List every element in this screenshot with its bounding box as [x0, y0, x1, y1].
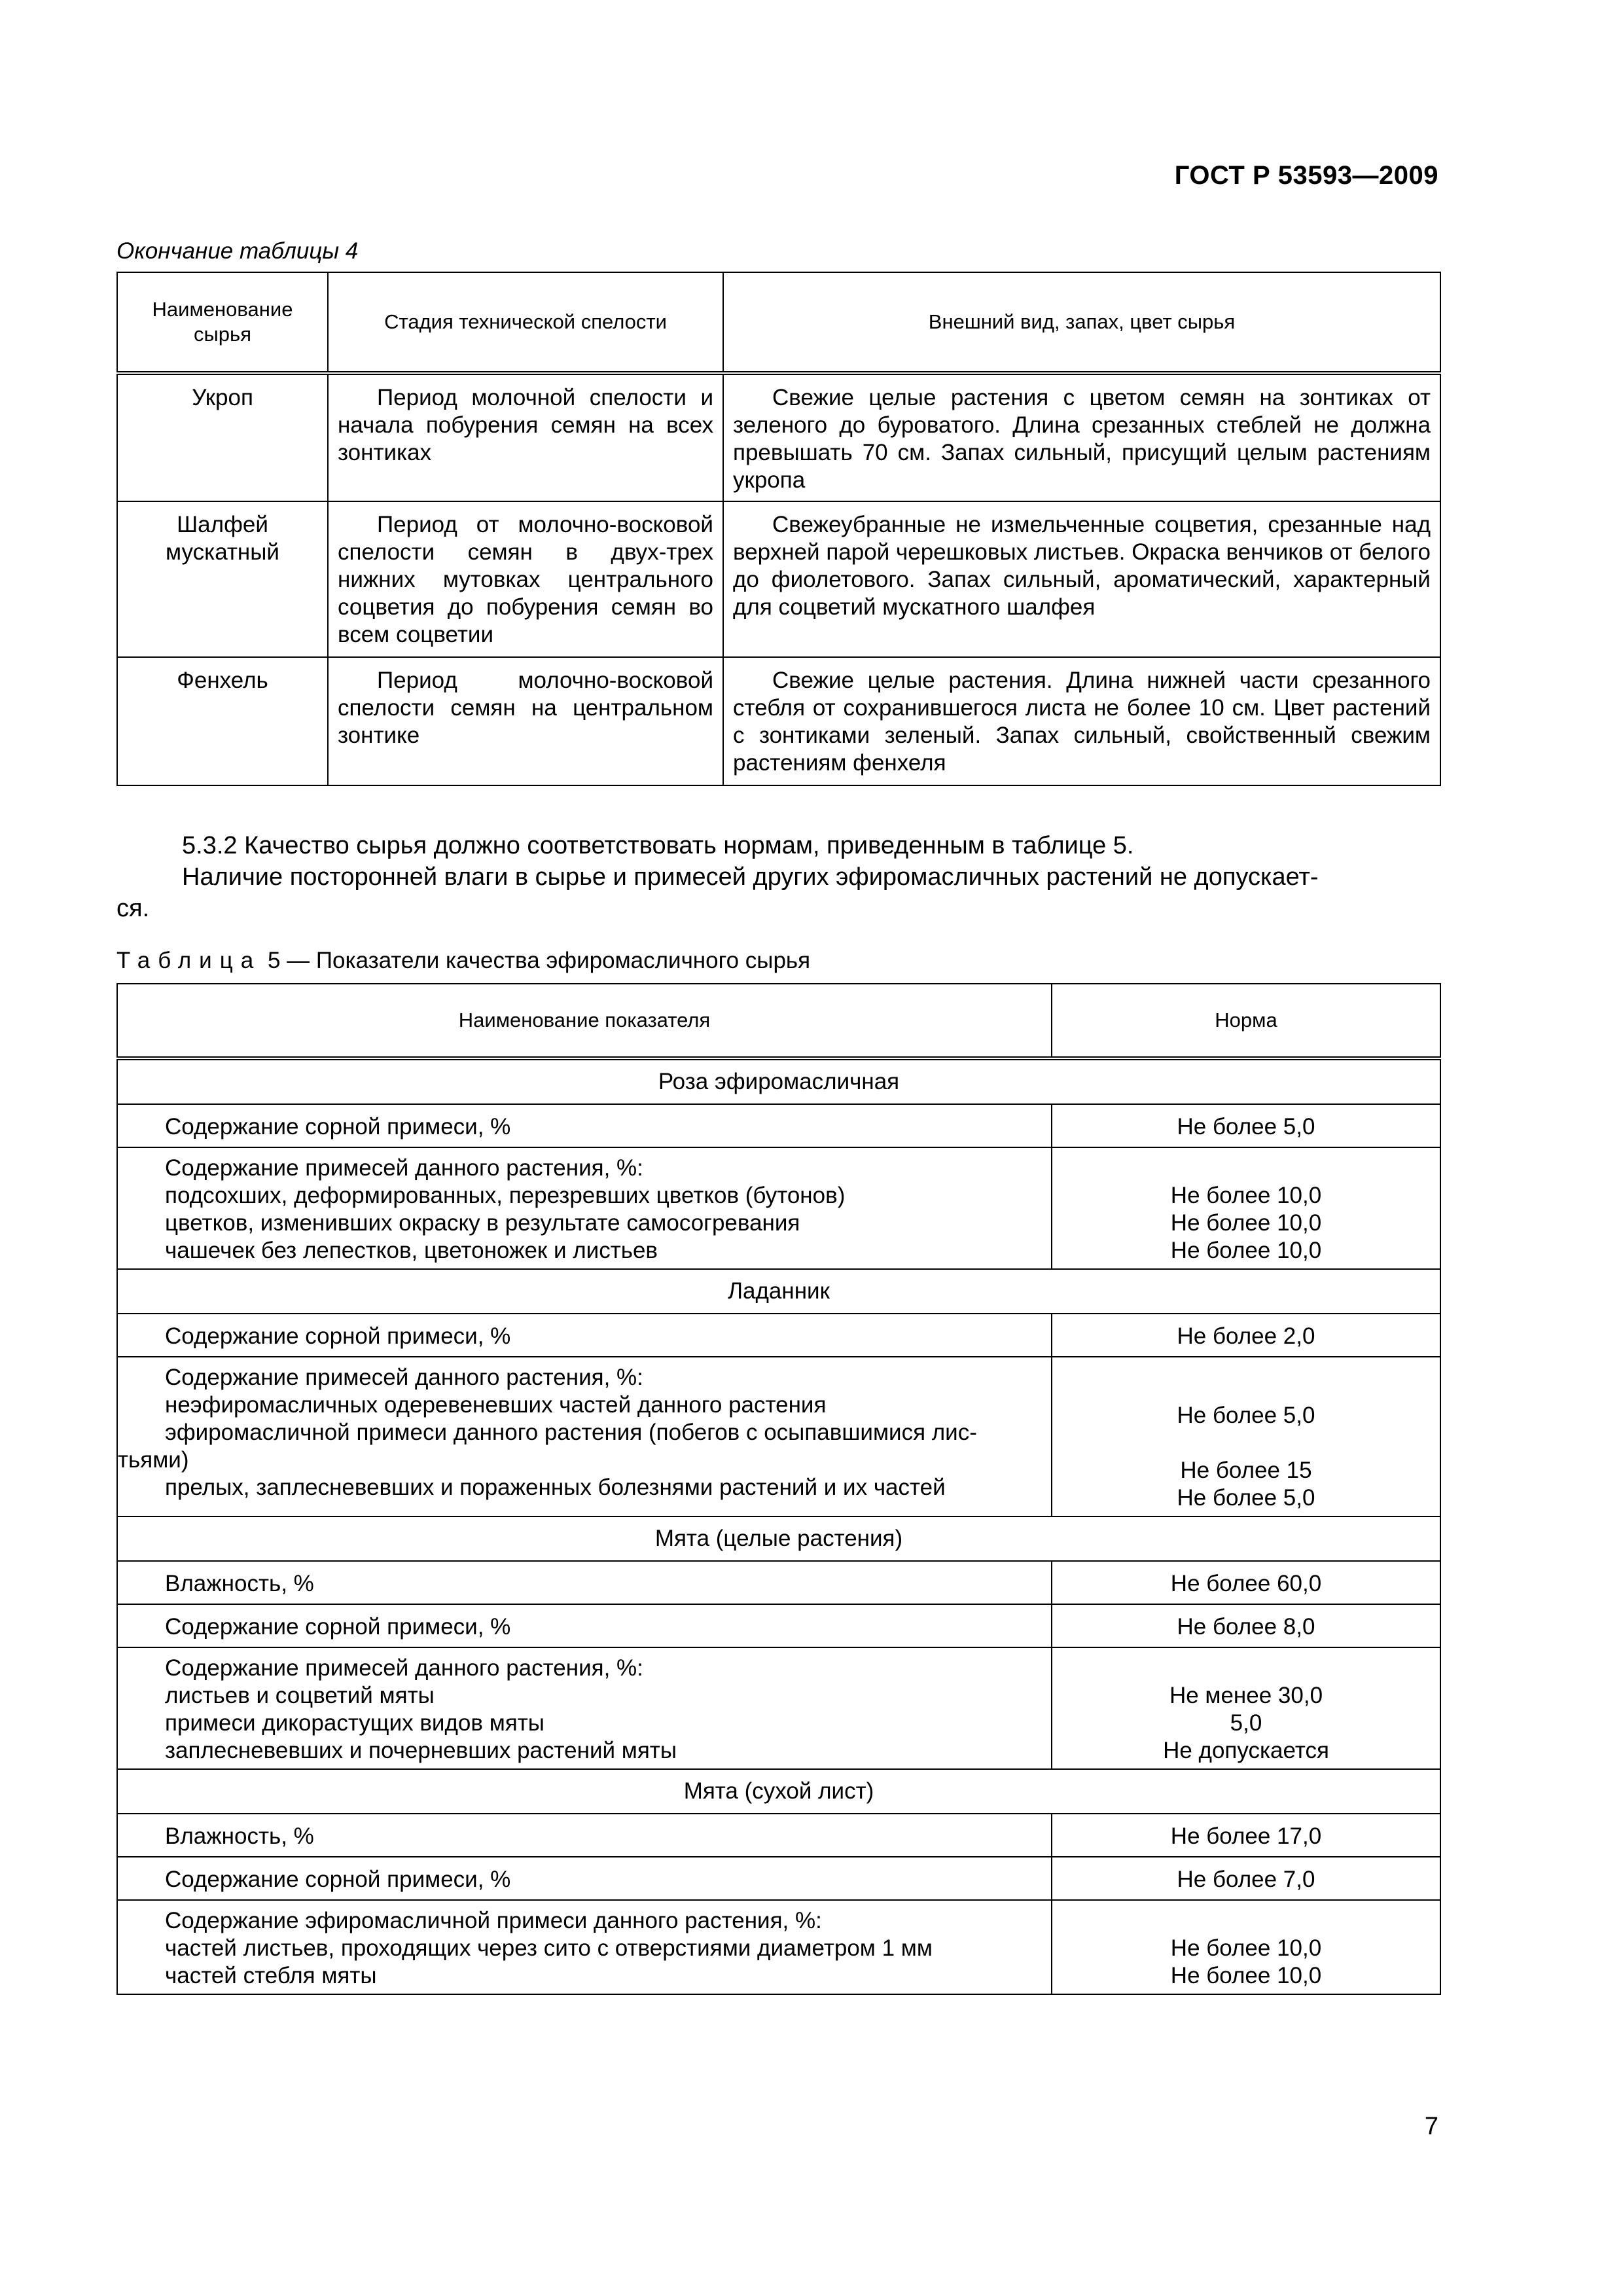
table5-row [117, 1147, 1440, 1269]
table4-header-row [117, 272, 1440, 373]
table4-appearance-text: Свежеубранные не измельченные соцветия, срезанные над верхней парой черешковых листьев. Окраска венчиков от белого до фиолетового. Запах сильный, ароматический, характерный для соцветий мускатного шалфея [733, 512, 1431, 620]
table5 [116, 983, 1441, 1995]
sub-indicator-continuation: тьями) [118, 1447, 189, 1473]
indicator-cell [117, 1857, 1052, 1900]
sub-indicator-text: частей стебля мяты [165, 1963, 377, 1988]
sub-indicator-text: цветков, изменивших окраску в результате самосогревания [165, 1210, 800, 1236]
section-title-mint-whole: Мята (целые растения) [117, 1516, 1440, 1561]
indicator-cell [117, 1561, 1052, 1604]
sub-indicator-text: чашечек без лепестков, цветоножек и листьев [165, 1238, 658, 1263]
table5-header-indicator: Наименование показателя [117, 984, 1052, 1058]
table5-row [117, 1357, 1440, 1516]
paragraph-5-3-2: 5.3.2 Качество сырья должно соответствовать нормам, приведенным в таблице 5. [182, 832, 1134, 859]
table4-cell-appearance [723, 501, 1440, 657]
norm-cell [1052, 1147, 1440, 1269]
sub-indicator-text: листьев и соцветий мяты [165, 1683, 435, 1708]
norm-text: Не более 10,0 [1170, 1935, 1322, 1961]
norm-cell: Не более 17,0 [1052, 1814, 1440, 1857]
table4-row [117, 373, 1440, 501]
table5-row [117, 1314, 1440, 1357]
norm-text: Не более 10,0 [1170, 1183, 1322, 1208]
table4-stage-text: Период молочной спелости и начала побурения семян на всех зонтиках [338, 385, 713, 465]
indicator-text: Содержание примесей данного растения, %: [165, 1365, 643, 1390]
norm-cell [1052, 1900, 1440, 1994]
indicator-text: Содержание эфиромасличной примеси данного растения, %: [165, 1908, 822, 1933]
table4 [116, 272, 1441, 786]
table4-cell-stage [328, 373, 723, 501]
table4-cell-appearance [723, 657, 1440, 785]
norm-cell: Не более 5,0 [1052, 1104, 1440, 1147]
norm-text: Не более 10,0 [1170, 1238, 1322, 1263]
indicator-cell [117, 1147, 1052, 1269]
norm-cell: Не более 2,0 [1052, 1314, 1440, 1357]
table4-appearance-text: Свежие целые растения с цветом семян на зонтиках от зеленого до буроватого. Длина срезанных стеблей не должна превышать 70 см. Запах сильный, присущий целым растениям укропа [733, 385, 1431, 493]
sub-indicator-text: частей листьев, проходящих через сито с отверстиями диаметром 1 мм [165, 1935, 933, 1961]
table5-caption [116, 948, 810, 974]
indicator-text: Содержание сорной примеси, % [165, 1323, 511, 1349]
table5-row [117, 1814, 1440, 1857]
table4-cell-name: Укроп [117, 373, 328, 501]
indicator-text: Содержание сорной примеси, % [165, 1114, 511, 1139]
sub-indicator-text: неэфиромасличных одеревеневших частей данного растения [165, 1392, 827, 1418]
norm-cell: Не более 60,0 [1052, 1561, 1440, 1604]
indicator-text: Содержание сорной примеси, % [165, 1614, 511, 1640]
table5-row [117, 1561, 1440, 1604]
sub-indicator-text: подсохших, деформированных, перезревших цветков (бутонов) [165, 1183, 846, 1208]
table5-caption-title: 5 — Показатели качества эфиромасличного сырья [267, 948, 811, 973]
table5-section-row [117, 1516, 1440, 1561]
paragraph-moisture: Наличие посторонней влаги в сырье и примесей других эфиромасличных растений не допускает- [182, 863, 1319, 891]
norm-cell [1052, 1647, 1440, 1769]
table5-header-row [117, 984, 1440, 1058]
norm-text: 5,0 [1230, 1710, 1262, 1736]
table4-cell-appearance [723, 373, 1440, 501]
norm-text: Не менее 30,0 [1169, 1683, 1323, 1708]
norm-cell: Не более 7,0 [1052, 1857, 1440, 1900]
indicator-cell [117, 1604, 1052, 1647]
indicator-text: Влажность, % [165, 1571, 314, 1596]
sub-indicator-text: заплесневевших и почерневших растений мяты [165, 1738, 677, 1763]
norm-text: Не более 5,0 [1177, 1485, 1315, 1511]
table5-section-row [117, 1269, 1440, 1314]
table4-header-stage: Стадия технической спелости [328, 272, 723, 373]
table4-caption: Окончание таблицы 4 [116, 238, 359, 264]
indicator-cell [117, 1314, 1052, 1357]
table5-caption-label: Таблица [116, 948, 262, 973]
section-title-rose: Роза эфиромасличная [117, 1058, 1440, 1104]
table4-cell-stage [328, 501, 723, 657]
table4-cell-name: Фенхель [117, 657, 328, 785]
indicator-cell [117, 1104, 1052, 1147]
page-number: 7 [1424, 2113, 1438, 2140]
table4-cell-stage [328, 657, 723, 785]
sub-indicator-text: примеси дикорастущих видов мяты [165, 1710, 544, 1736]
norm-cell: Не более 8,0 [1052, 1604, 1440, 1647]
norm-text: Не более 15 [1180, 1458, 1312, 1483]
table4-appearance-text: Свежие целые растения. Длина нижней части срезанного стебля от сохранившегося листа не более 10 см. Цвет растений с зонтиками зеленый. Запах сильный, свойственный свежим растениям фенхеля [733, 668, 1431, 776]
indicator-text: Содержание сорной примеси, % [165, 1867, 511, 1892]
norm-text: Не более 5,0 [1177, 1403, 1315, 1428]
table4-row [117, 657, 1440, 785]
table5-row [117, 1104, 1440, 1147]
table5-row [117, 1604, 1440, 1647]
indicator-text: Содержание примесей данного растения, %: [165, 1155, 643, 1181]
norm-text: Не допускается [1163, 1738, 1329, 1763]
indicator-cell [117, 1900, 1052, 1994]
indicator-cell [117, 1357, 1052, 1516]
indicator-text: Влажность, % [165, 1823, 314, 1849]
table5-header-norm: Норма [1052, 984, 1440, 1058]
table5-section-row [117, 1058, 1440, 1104]
table5-row [117, 1647, 1440, 1769]
document-code: ГОСТ Р 53593—2009 [1174, 161, 1438, 190]
table4-row [117, 501, 1440, 657]
section-title-mint-dry: Мята (сухой лист) [117, 1769, 1440, 1814]
norm-cell [1052, 1357, 1440, 1516]
table5-section-row [117, 1769, 1440, 1814]
indicator-text: Содержание примесей данного растения, %: [165, 1655, 643, 1681]
table4-stage-text: Период молочно-восковой спелости семян на центральном зонтике [338, 668, 713, 748]
paragraph-moisture-end: ся. [116, 895, 150, 922]
norm-text: Не более 10,0 [1170, 1210, 1322, 1236]
norm-text: Не более 10,0 [1170, 1963, 1322, 1988]
sub-indicator-text: эфиромасличной примеси данного растения (побегов с осыпавшимися лис- [165, 1420, 977, 1445]
section-title-ladannik: Ладанник [117, 1269, 1440, 1314]
table4-header-name: Наименование сырья [117, 272, 328, 373]
indicator-cell [117, 1814, 1052, 1857]
table4-cell-name: Шалфей мускатный [117, 501, 328, 657]
sub-indicator-text: прелых, заплесневевших и пораженных болезнями растений и их частей [165, 1475, 946, 1500]
table5-row [117, 1857, 1440, 1900]
table4-header-appearance: Внешний вид, запах, цвет сырья [723, 272, 1440, 373]
indicator-cell [117, 1647, 1052, 1769]
table5-row [117, 1900, 1440, 1994]
table4-stage-text: Период от молочно-восковой спелости семян в двух-трех нижних мутовках центрального соцветия до побурения семян во всем соцветии [338, 512, 713, 647]
